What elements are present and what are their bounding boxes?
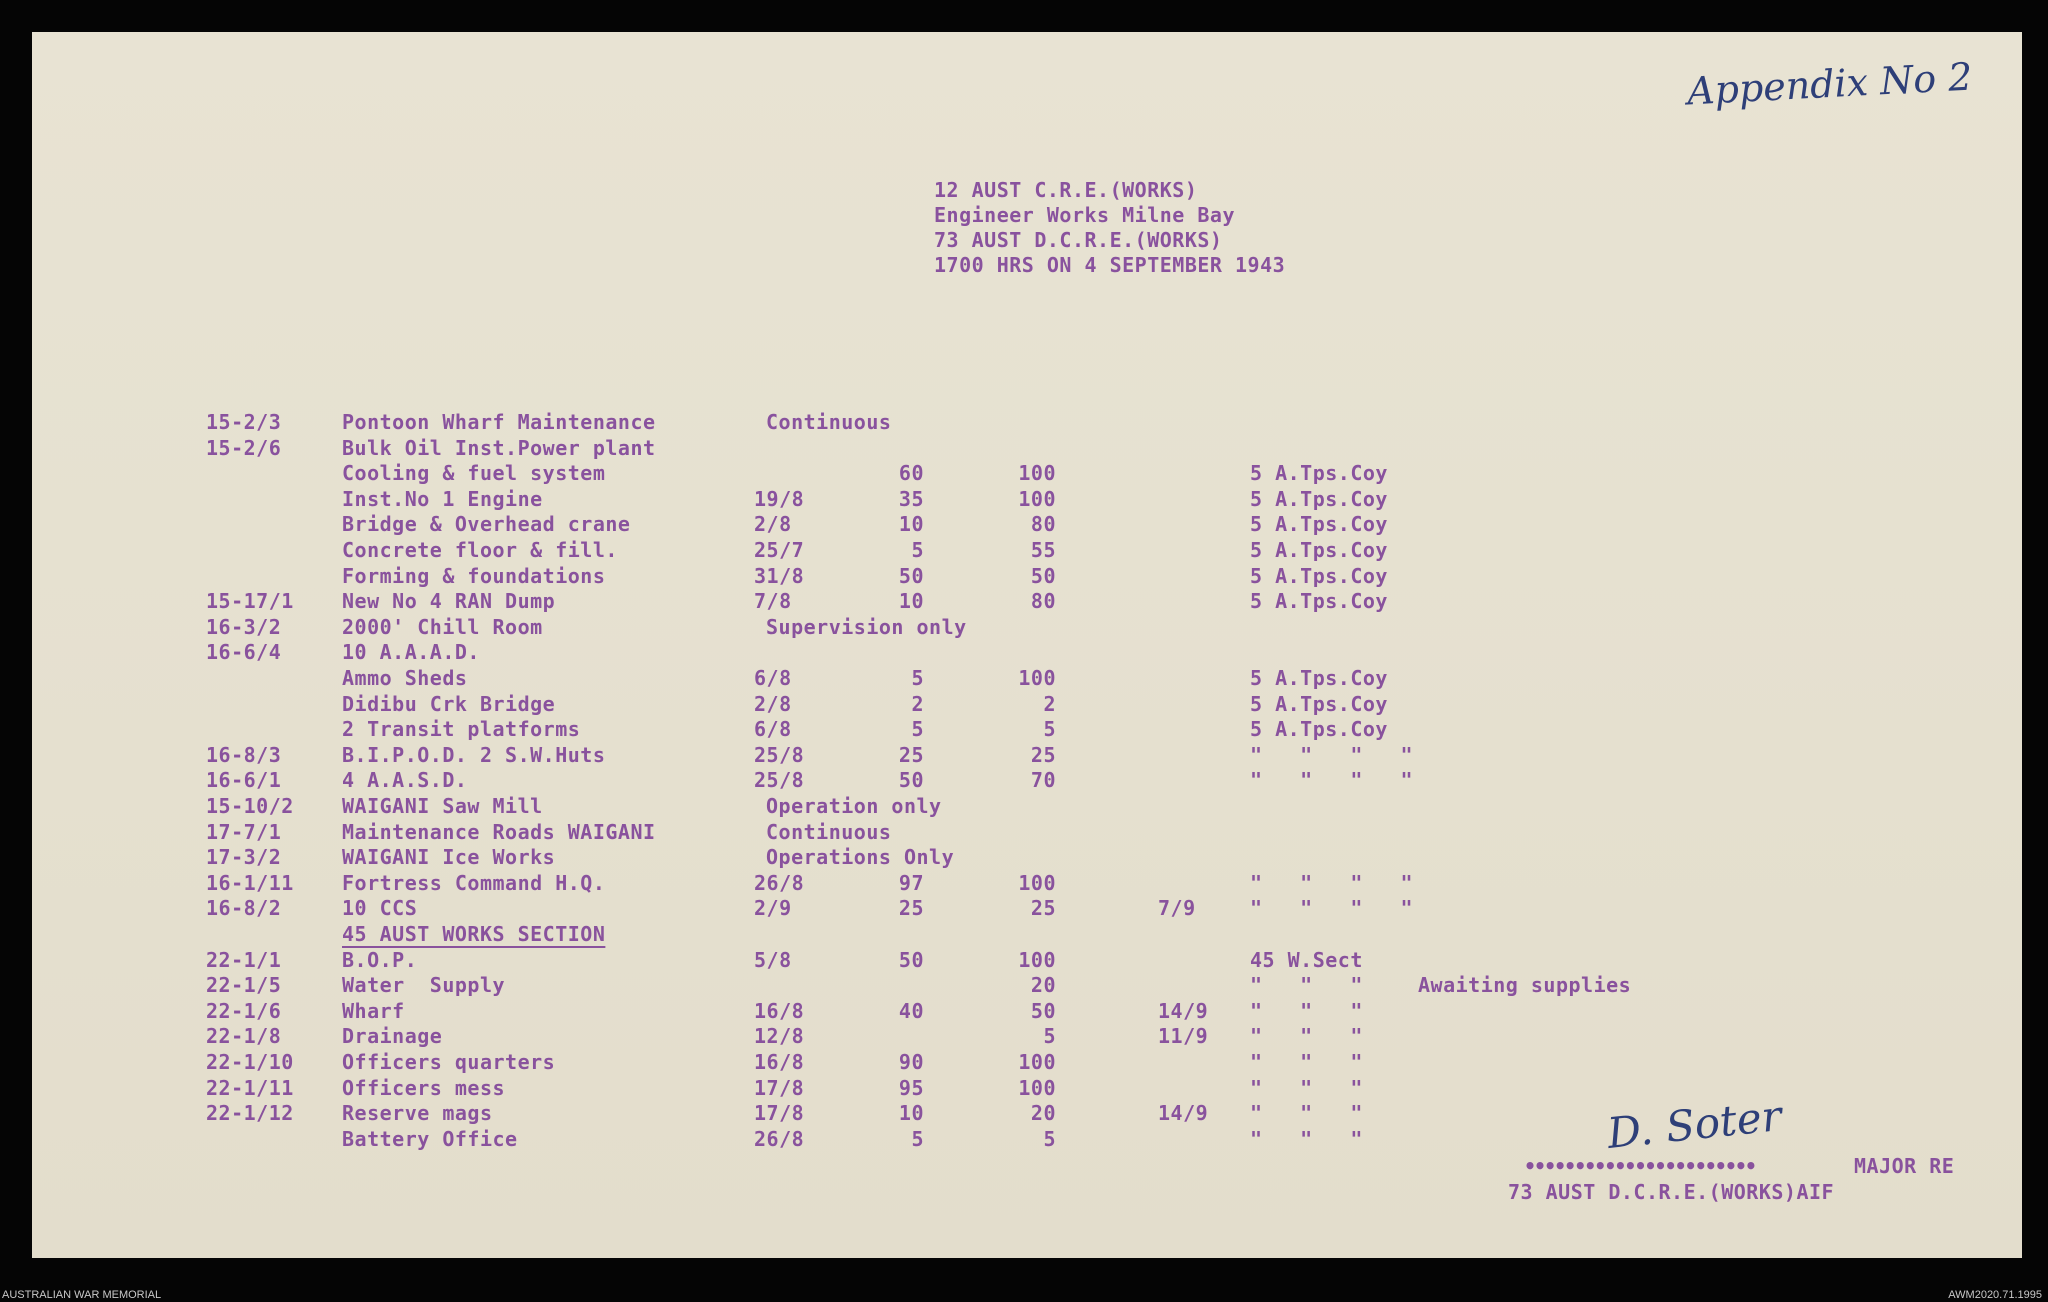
cell-c5: 100 (1018, 947, 1056, 972)
cell-unit: " " " (1250, 973, 1363, 998)
cell-unit: 5 A.Tps.Coy (1250, 461, 1388, 486)
cell-unit: 5 A.Tps.Coy (1250, 486, 1388, 511)
cell-c5: 20 (1030, 1101, 1056, 1126)
cell-c3: 17/8 (754, 1075, 805, 1100)
cell-c3: 31/8 (754, 563, 805, 588)
cell-c5: 100 (1018, 1075, 1056, 1100)
cell-task: Bulk Oil Inst.Power plant (342, 435, 656, 460)
cell-c3: 16/8 (754, 998, 805, 1023)
cell-c3: 26/8 (754, 1126, 805, 1151)
cell-c5: 50 (1030, 998, 1056, 1023)
cell-c4: 5 (911, 666, 924, 690)
cell-task: Drainage (342, 1024, 443, 1049)
cell-c4: 95 (898, 1075, 924, 1100)
cell-c5: 100 (1018, 1050, 1056, 1074)
cell-code: 15-2/6 (206, 435, 282, 460)
cell-c5: 100 (1018, 486, 1056, 511)
cell-unit: " " " " (1250, 768, 1414, 793)
cell-code: 22-1/11 (206, 1075, 294, 1100)
cell-code: 22-1/8 (206, 1024, 282, 1049)
cell-task: Inst.No 1 Engine (342, 486, 543, 511)
cell-code: 17-7/1 (206, 819, 282, 844)
cell-code: 16-3/2 (206, 614, 282, 639)
cell-code: 16-6/4 (206, 640, 282, 665)
cell-task: Fortress Command H.Q. (342, 870, 606, 895)
cell-task: Maintenance Roads WAIGANI (342, 819, 656, 844)
document-sheet (32, 32, 2022, 1258)
cell-c3: 2/8 (754, 691, 792, 716)
cell-unit: " " " (1250, 998, 1363, 1023)
cell-task: 2000' Chill Room (342, 614, 543, 639)
cell-c3: 12/8 (754, 1024, 805, 1049)
cell-code: 16-1/11 (206, 870, 294, 895)
cell-c3: 7/8 (754, 589, 792, 614)
footer-catalog-id: AWM2020.71.1995 (1948, 1289, 2042, 1301)
cell-c5: 50 (1030, 563, 1056, 588)
signature-line: ••••••••••••••••••••••• (1524, 1154, 1755, 1178)
cell-c4: 5 (911, 717, 924, 742)
cell-task: Forming & foundations (342, 563, 606, 588)
cell-c3: 25/7 (754, 538, 805, 562)
cell-unit: 5 A.Tps.Coy (1250, 717, 1388, 742)
appendix-annotation: Appendix No 2 (1686, 54, 1974, 114)
cell-unit: 5 A.Tps.Coy (1250, 512, 1388, 537)
cell-unit: 5 A.Tps.Coy (1250, 538, 1388, 562)
cell-unit: " " " (1250, 1101, 1363, 1126)
cell-status: Operation only (766, 794, 942, 818)
cell-c4: 10 (898, 589, 924, 614)
document-header (934, 178, 1285, 278)
cell-task: Reserve mags (342, 1101, 493, 1126)
cell-c5: 70 (1030, 768, 1056, 793)
cell-code: 15-2/3 (206, 410, 282, 434)
cell-task: Battery Office (342, 1126, 518, 1151)
cell-c4: 90 (898, 1050, 924, 1074)
cell-task: WAIGANI Saw Mill (342, 794, 543, 818)
cell-c5: 100 (1018, 870, 1056, 895)
cell-c5: 5 (1043, 1126, 1056, 1151)
cell-task: 10 CCS (342, 896, 418, 921)
cell-code: 22-1/5 (206, 973, 282, 998)
cell-c6: 7/9 (1158, 896, 1196, 921)
cell-c3: 19/8 (754, 486, 805, 511)
cell-c4: 60 (898, 461, 924, 486)
footer-credit: AUSTRALIAN WAR MEMORIAL (2, 1289, 162, 1301)
cell-c5: 2 (1043, 691, 1056, 716)
cell-c3: 26/8 (754, 870, 805, 895)
cell-c6: 14/9 (1158, 1101, 1209, 1126)
cell-unit: " " " (1250, 1050, 1363, 1074)
cell-unit: " " " (1250, 1075, 1363, 1100)
cell-task: Ammo Sheds (342, 666, 468, 690)
cell-task: Didibu Crk Bridge (342, 691, 556, 716)
cell-c5: 55 (1030, 538, 1056, 562)
cell-unit: 5 A.Tps.Coy (1250, 563, 1388, 588)
header-line: 73 AUST D.C.R.E.(WORKS) (934, 228, 1223, 252)
cell-status: Continuous (766, 410, 892, 434)
cell-c5: 80 (1030, 589, 1056, 614)
footer-bar (0, 1258, 2048, 1302)
cell-task: B.O.P. (342, 947, 418, 972)
cell-c3: 6/8 (754, 717, 792, 742)
cell-c5: 5 (1043, 1024, 1056, 1049)
cell-unit: " " " " (1250, 870, 1414, 895)
cell-c4: 10 (898, 512, 924, 537)
cell-c5: 25 (1030, 896, 1056, 921)
signoff-rank: MAJOR RE (1854, 1154, 1955, 1178)
cell-task: New No 4 RAN Dump (342, 589, 556, 614)
cell-c3: 2/9 (754, 896, 792, 921)
cell-task: Officers mess (342, 1075, 506, 1100)
cell-code: 22-1/10 (206, 1050, 294, 1074)
signoff-unit: 73 AUST D.C.R.E.(WORKS)AIF (1508, 1180, 1835, 1204)
cell-unit: " " " (1250, 1024, 1363, 1049)
cell-task: 10 A.A.A.D. (342, 640, 480, 665)
cell-unit: " " " (1250, 1126, 1363, 1151)
cell-c4: 10 (898, 1101, 924, 1126)
cell-code: 22-1/1 (206, 947, 282, 972)
cell-c4: 5 (911, 538, 924, 562)
cell-c4: 25 (898, 896, 924, 921)
cell-c4: 2 (911, 691, 924, 716)
cell-code: 16-6/1 (206, 768, 282, 793)
cell-c3: 25/8 (754, 742, 805, 767)
cell-c3: 6/8 (754, 666, 792, 690)
cell-c4: 97 (898, 870, 924, 895)
cell-c4: 50 (898, 768, 924, 793)
cell-task: WAIGANI Ice Works (342, 845, 556, 870)
cell-code: 17-3/2 (206, 845, 282, 870)
cell-code: 22-1/12 (206, 1101, 294, 1126)
cell-task: 45 AUST WORKS SECTION (342, 922, 606, 946)
cell-task: Officers quarters (342, 1050, 556, 1074)
cell-unit: 5 A.Tps.Coy (1250, 691, 1388, 716)
cell-c5: 100 (1018, 666, 1056, 690)
cell-unit: 45 W.Sect (1250, 947, 1363, 972)
cell-c5: 5 (1043, 717, 1056, 742)
cell-unit: " " " " (1250, 896, 1414, 921)
cell-code: 16-8/2 (206, 896, 282, 921)
cell-c5: 80 (1030, 512, 1056, 537)
cell-c5: 20 (1030, 973, 1056, 998)
cell-c3: 16/8 (754, 1050, 805, 1074)
cell-status: Operations Only (766, 845, 955, 870)
header-line: 1700 HRS ON 4 SEPTEMBER 1943 (934, 253, 1286, 277)
cell-c3: 25/8 (754, 768, 805, 793)
cell-unit: 5 A.Tps.Coy (1250, 589, 1388, 614)
cell-status: Continuous (766, 819, 892, 844)
cell-c3: 5/8 (754, 947, 792, 972)
cell-task: 4 A.A.S.D. (342, 768, 468, 793)
signature: D. Soter (1604, 1091, 1784, 1158)
cell-task: Concrete floor & fill. (342, 538, 618, 562)
cell-c4: 50 (898, 947, 924, 972)
cell-c6: 11/9 (1158, 1024, 1209, 1049)
cell-c5: 25 (1030, 742, 1056, 767)
header-line: 12 AUST C.R.E.(WORKS) (934, 178, 1198, 202)
cell-c5: 100 (1018, 461, 1056, 486)
cell-task: Pontoon Wharf Maintenance (342, 410, 656, 434)
cell-task: B.I.P.O.D. 2 S.W.Huts (342, 742, 606, 767)
cell-c4: 25 (898, 742, 924, 767)
cell-status: Supervision only (766, 614, 967, 639)
cell-code: 16-8/3 (206, 742, 282, 767)
header-line: Engineer Works Milne Bay (934, 203, 1235, 227)
cell-task: 2 Transit platforms (342, 717, 581, 742)
cell-unit: " " " " (1250, 742, 1414, 767)
cell-task: Water Supply (342, 973, 506, 998)
cell-c4: 5 (911, 1126, 924, 1151)
cell-code: 15-17/1 (206, 589, 294, 614)
cell-task: Wharf (342, 998, 405, 1023)
cell-code: 15-10/2 (206, 794, 294, 818)
cell-c4: 40 (898, 998, 924, 1023)
cell-task: Cooling & fuel system (342, 461, 606, 486)
cell-task: Bridge & Overhead crane (342, 512, 631, 537)
cell-unit: 5 A.Tps.Coy (1250, 666, 1388, 690)
cell-c3: 17/8 (754, 1101, 805, 1126)
cell-code: 22-1/6 (206, 998, 282, 1023)
cell-c4: 35 (898, 486, 924, 511)
cell-c4: 50 (898, 563, 924, 588)
cell-c3: 2/8 (754, 512, 792, 537)
cell-c6: 14/9 (1158, 998, 1209, 1023)
cell-note: Awaiting supplies (1418, 973, 1632, 998)
